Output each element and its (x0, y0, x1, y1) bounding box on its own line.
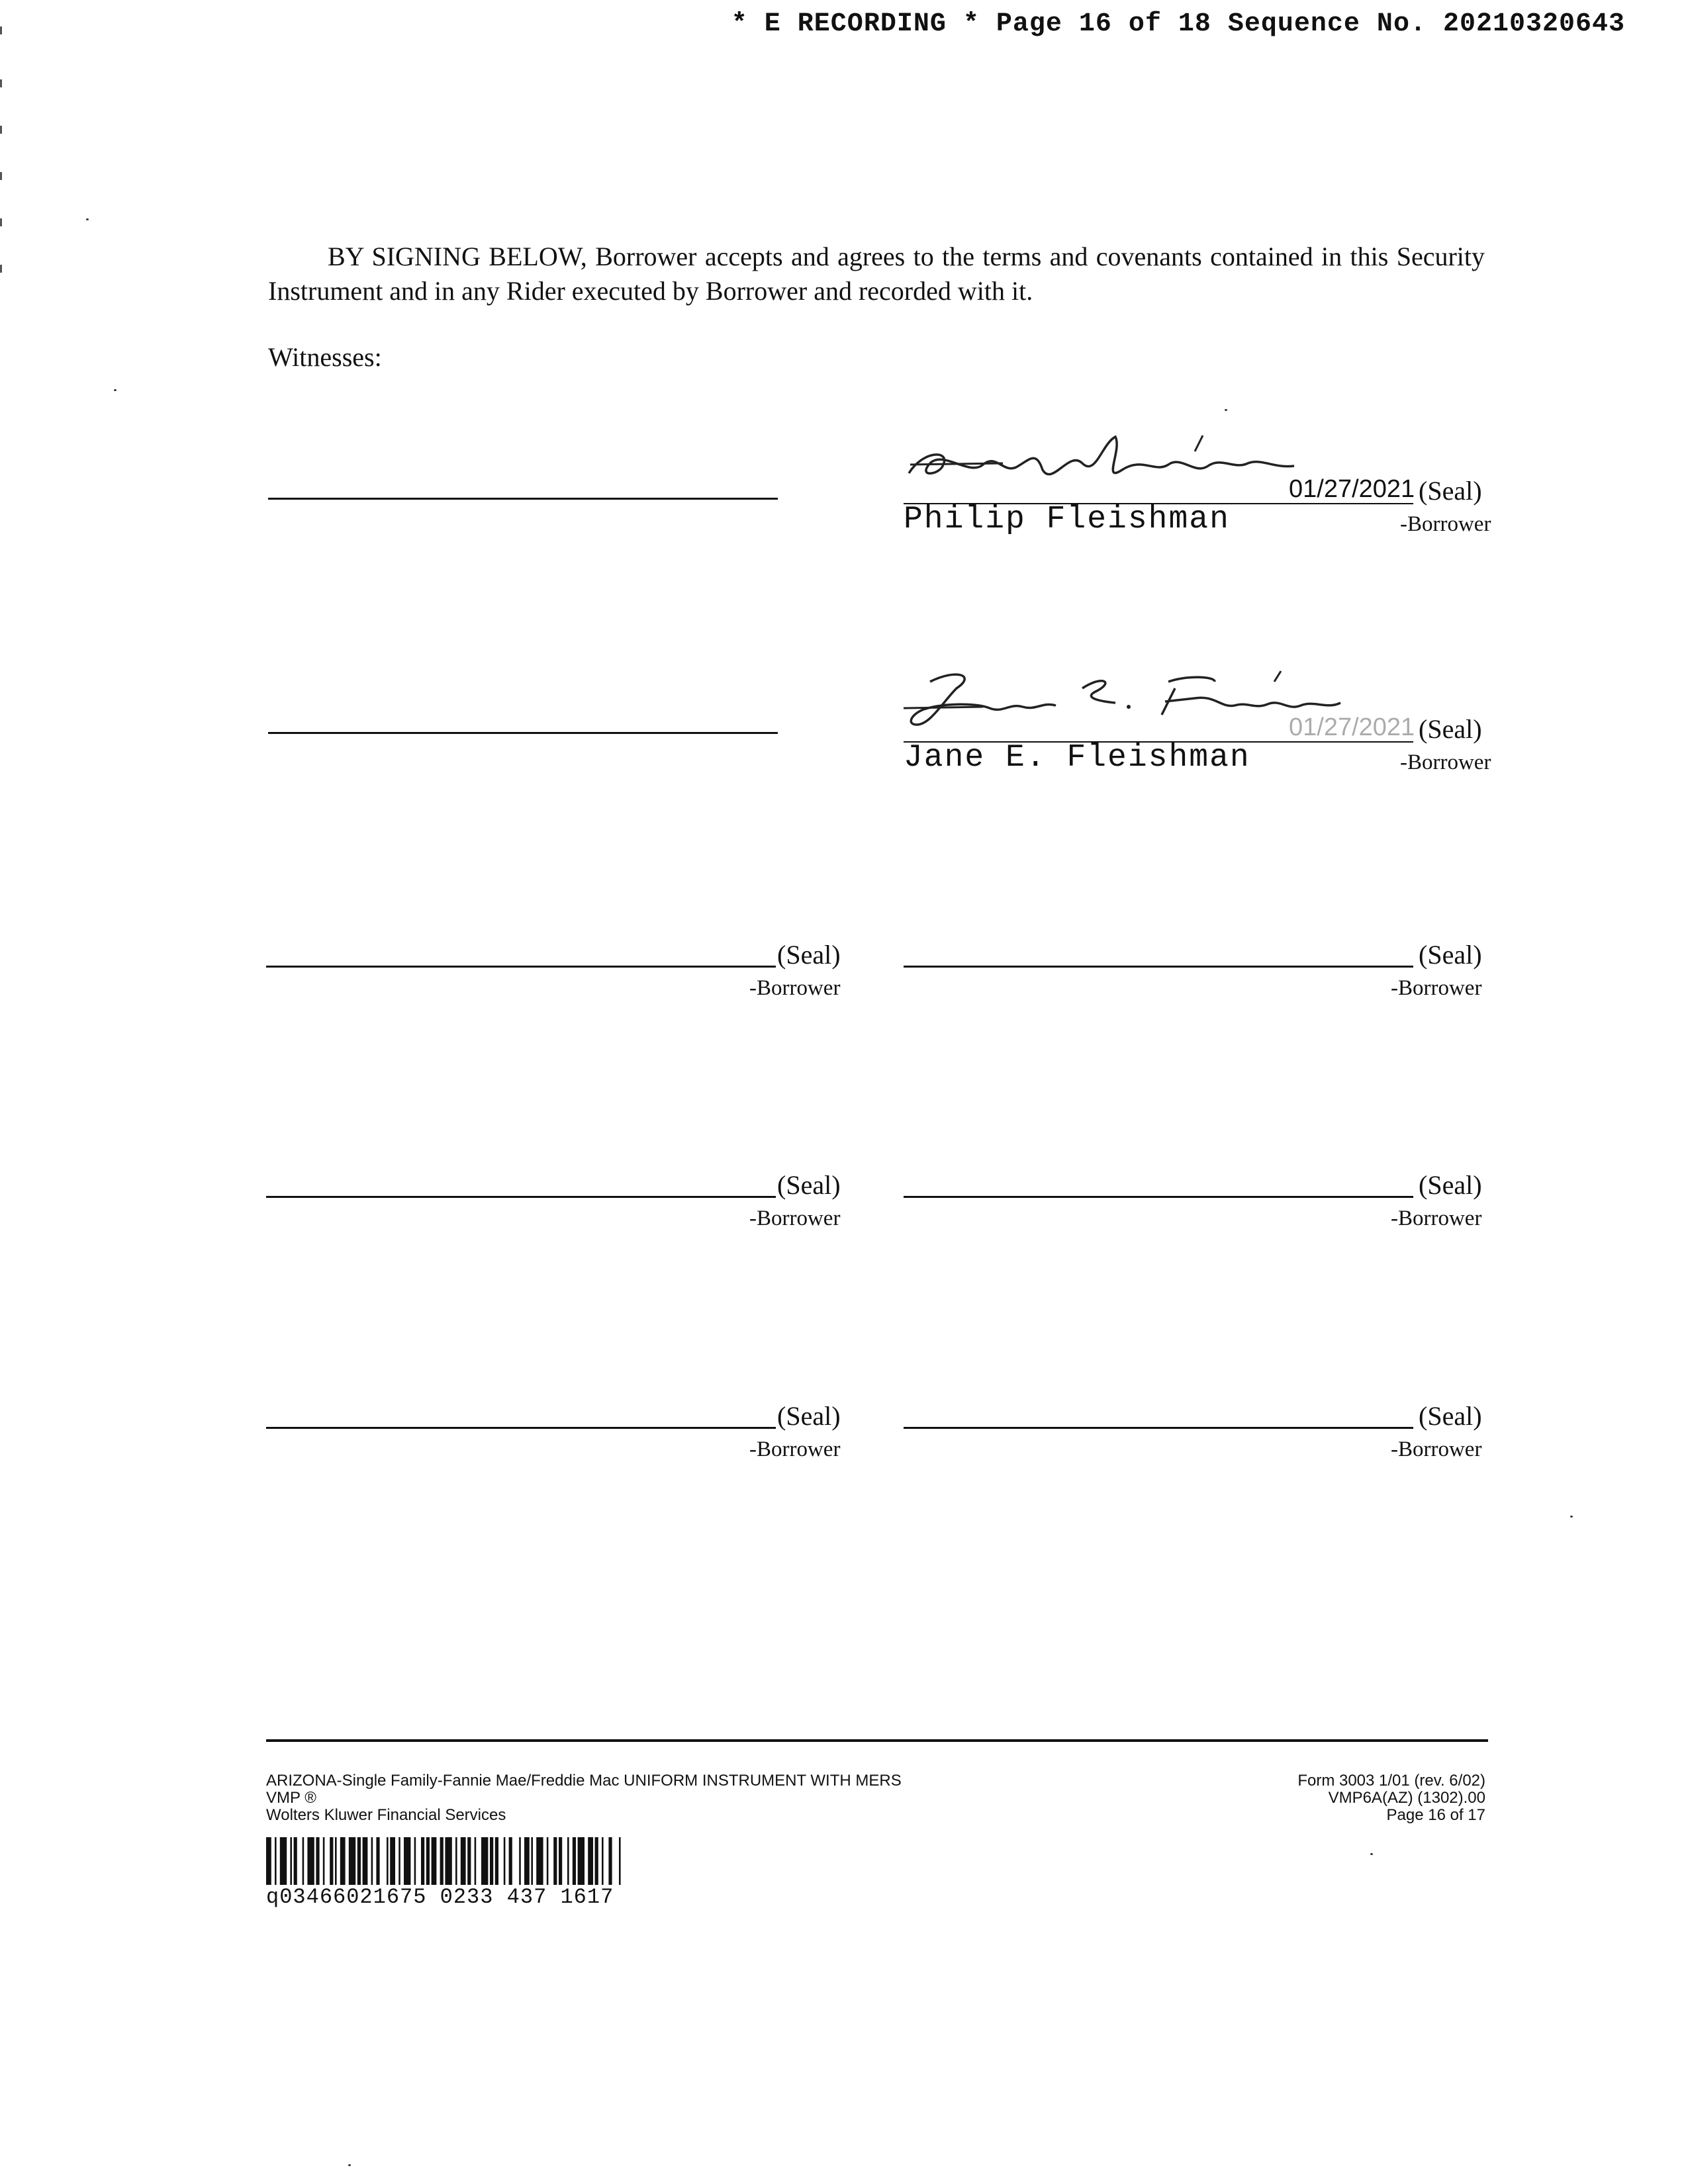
edge-mark (0, 26, 2, 34)
borrower-tag: -Borrower (1391, 976, 1482, 1000)
barcode-bar (588, 1837, 593, 1885)
blank-borrower-block (904, 936, 1493, 1003)
blank-borrower-block (904, 1398, 1493, 1464)
scan-speck (86, 218, 89, 220)
barcode-bar (536, 1837, 543, 1885)
barcode-bar (266, 1837, 271, 1885)
barcode-bar (440, 1837, 444, 1885)
blank-borrower-block (904, 1167, 1493, 1233)
signature-block-philip (904, 424, 1493, 543)
barcode-bar (363, 1837, 368, 1885)
barcode-bar (445, 1837, 451, 1885)
witnesses-label: Witnesses: (268, 342, 382, 372)
barcode-bar (303, 1837, 305, 1885)
barcode-bar (280, 1837, 287, 1885)
barcode-bar (475, 1837, 477, 1885)
signer-name-2: Jane E. Fleishman (904, 740, 1250, 776)
blank-borrower-block (266, 1398, 855, 1464)
barcode-bar (519, 1837, 521, 1885)
barcode-bar (595, 1837, 598, 1885)
signature-block-jane (904, 662, 1493, 781)
footer-form-number (1297, 1772, 1485, 1824)
blank-signature-line[interactable] (904, 1196, 1413, 1198)
seal-label-2: (Seal) (1419, 714, 1482, 744)
footer-vmp-label: VMP ® (266, 1789, 316, 1807)
borrower-tag: -Borrower (1391, 1437, 1482, 1461)
scan-speck (1370, 1853, 1373, 1855)
borrower-tag-1: -Borrower (1400, 512, 1491, 536)
barcode-bar (330, 1837, 333, 1885)
barcode-number: q03466021675 0233 437 1617 (266, 1885, 614, 1909)
barcode-bar (559, 1837, 562, 1885)
barcode-bar (509, 1837, 512, 1885)
barcode-bar (426, 1837, 430, 1885)
barcode-bar (376, 1837, 379, 1885)
barcode-bar (455, 1837, 457, 1885)
footer-form-info (266, 1772, 902, 1824)
barcode-bar (578, 1837, 585, 1885)
barcode-bar (307, 1837, 314, 1885)
barcode-bar (553, 1837, 557, 1885)
blank-signature-line[interactable] (904, 966, 1413, 968)
footer-vmp-code: VMP6A(AZ) (1302).00 (1328, 1789, 1485, 1807)
edge-mark (0, 218, 2, 226)
barcode-bar (387, 1837, 389, 1885)
agreement-paragraph: BY SIGNING BELOW, Borrower accepts and agrees to the terms and covenants contained in this Security Instrument and in any Rider executed by Borrower and recorded with it. (268, 242, 1485, 306)
barcode-bar (335, 1837, 337, 1885)
recording-header: * E RECORDING * Page 16 of 18 Sequence No. 20210320643 (731, 9, 1625, 39)
barcode-bar (316, 1837, 319, 1885)
barcode-bar (421, 1837, 424, 1885)
barcode-bar (461, 1837, 466, 1885)
scan-speck (114, 389, 117, 391)
blank-signature-line[interactable] (266, 966, 776, 968)
witness-line-2 (268, 732, 778, 734)
edge-mark (0, 126, 2, 134)
barcode-bar (504, 1837, 506, 1885)
blank-signature-line[interactable] (266, 1427, 776, 1429)
barcode-bar (399, 1837, 400, 1885)
barcode (266, 1837, 737, 1885)
barcode-bar (524, 1837, 530, 1885)
signer-name-1: Philip Fleishman (904, 502, 1230, 537)
barcode-bar (567, 1837, 569, 1885)
seal-label: (Seal) (777, 1170, 841, 1200)
edge-mark (0, 172, 2, 180)
footer-instrument-title: ARIZONA-Single Family-Fannie Mae/Freddie Mac UNIFORM INSTRUMENT WITH MERS (266, 1772, 902, 1790)
barcode-bar (432, 1837, 437, 1885)
signing-date-1: 01/27/2021 (1289, 475, 1415, 503)
scan-speck (1225, 409, 1227, 411)
seal-label: (Seal) (777, 940, 841, 970)
footer-rule (266, 1739, 1488, 1742)
barcode-bar (531, 1837, 533, 1885)
barcode-bar (357, 1837, 361, 1885)
barcode-bar (573, 1837, 576, 1885)
seal-label: (Seal) (1419, 1170, 1482, 1200)
footer-publisher: Wolters Kluwer Financial Services (266, 1806, 506, 1824)
seal-label: (Seal) (1419, 940, 1482, 970)
barcode-bar (414, 1837, 416, 1885)
seal-label-1: (Seal) (1419, 476, 1482, 506)
barcode-bar (619, 1837, 621, 1885)
signing-date-2: 01/27/2021 (1289, 713, 1415, 741)
barcode-bar (467, 1837, 471, 1885)
barcode-bar (608, 1837, 612, 1885)
barcode-bar (323, 1837, 325, 1885)
borrower-tag: -Borrower (749, 1437, 841, 1461)
borrower-tag: -Borrower (749, 1206, 841, 1230)
barcode-bar (371, 1837, 373, 1885)
footer-form-id: Form 3003 1/01 (rev. 6/02) (1297, 1772, 1485, 1790)
blank-signature-line[interactable] (904, 1427, 1413, 1429)
witness-line-1 (268, 498, 778, 500)
barcode-bar (349, 1837, 355, 1885)
barcode-bar (404, 1837, 410, 1885)
scan-speck (348, 2164, 351, 2166)
footer-page-number: Page 16 of 17 (1386, 1806, 1485, 1824)
barcode-bar (390, 1837, 395, 1885)
edge-mark (0, 79, 2, 87)
borrower-tag: -Borrower (1391, 1206, 1482, 1230)
blank-borrower-block (266, 936, 855, 1003)
borrower-tag: -Borrower (749, 976, 841, 1000)
edge-mark (0, 265, 2, 273)
seal-label: (Seal) (1419, 1401, 1482, 1431)
barcode-bar (495, 1837, 498, 1885)
barcode-bar (290, 1837, 292, 1885)
barcode-bar (294, 1837, 297, 1885)
barcode-bar (275, 1837, 277, 1885)
blank-borrower-block (266, 1167, 855, 1233)
scan-speck (1570, 1516, 1573, 1518)
barcode-bar (547, 1837, 549, 1885)
borrower-tag-2: -Borrower (1400, 751, 1491, 774)
signature-philip (904, 424, 1301, 496)
barcode-bar (481, 1837, 488, 1885)
barcode-bar (490, 1837, 493, 1885)
barcode-bar (340, 1837, 346, 1885)
barcode-bar (602, 1837, 604, 1885)
blank-signature-line[interactable] (266, 1196, 776, 1198)
seal-label: (Seal) (777, 1401, 841, 1431)
